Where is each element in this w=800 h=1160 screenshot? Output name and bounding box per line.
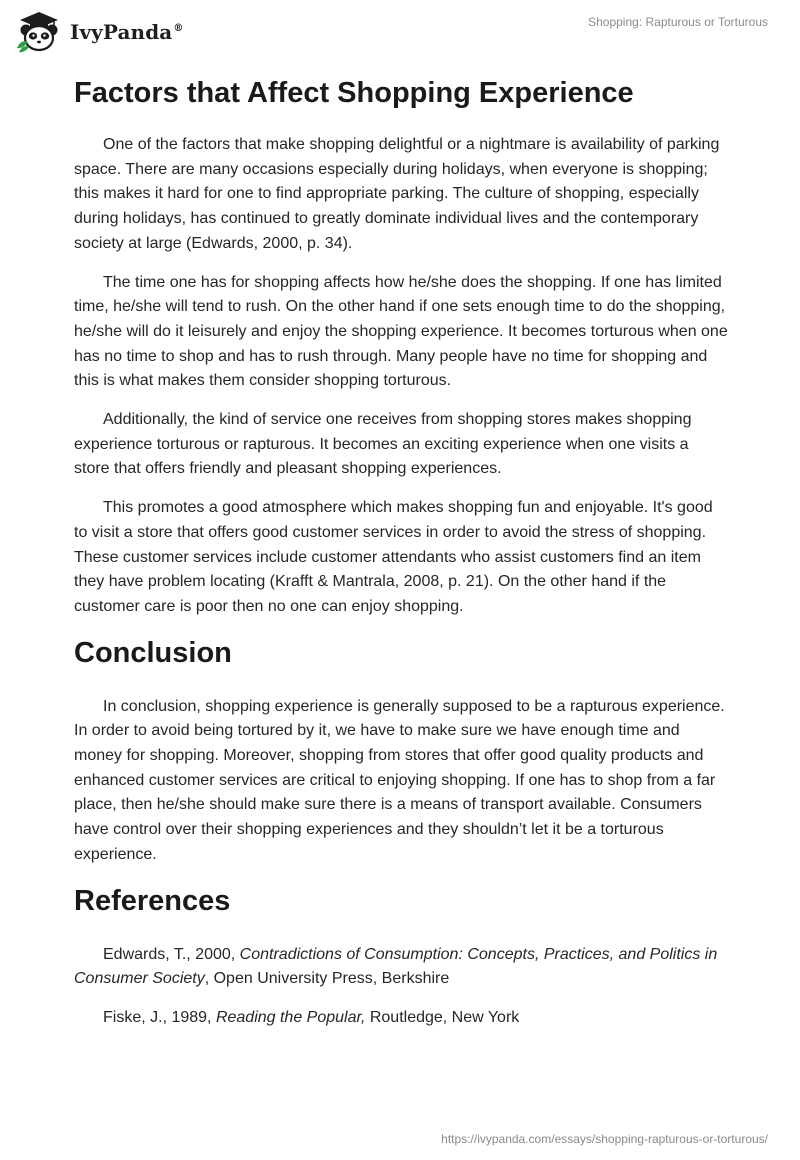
- reference-item: [74, 943, 728, 992]
- panda-graduate-icon: [14, 8, 64, 54]
- reference-title: Reading the Popular,: [215, 1008, 366, 1026]
- reference-title: Contradictions of Consumption: Concepts, Practices, and Politics in Consumer Society: [74, 945, 718, 988]
- reference-item: [74, 1006, 728, 1031]
- paragraph: This promotes a good atmosphere which makes shopping fun and enjoyable. It's good to visit a store that offers good customer services in order to avoid the stress of shopping. These customer services include customer attendants who assist customers find an item they have problem locating (Krafft & Mantrala, 2008, p. 21). On the other hand if the customer care is poor then no one can enjoy shopping.: [74, 499, 713, 615]
- reference-lead: Fiske, J., 1989,: [103, 1008, 216, 1026]
- reference-tail: , Open University Press, Berkshire: [204, 970, 450, 988]
- brand-name: IvyPanda®: [70, 20, 184, 44]
- heading-references: References: [74, 884, 231, 917]
- source-url[interactable]: https://ivypanda.com/essays/shopping-rapturous-or-torturous/: [441, 1132, 768, 1146]
- reference-tail: Routledge, New York: [365, 1008, 520, 1026]
- reference-lead: Edwards, T., 2000,: [103, 945, 240, 963]
- paragraph: Additionally, the kind of service one receives from shopping stores makes shopping experience torturous or rapturous. It becomes an exciting experience when one visits a store that offers friendly and pleasant shopping experiences.: [74, 411, 692, 478]
- paragraph: The time one has for shopping affects how he/she does the shopping. If one has limited time, he/she will tend to rush. On the other hand if one sets enough time to do the shopping, he/she will do it leisurely and enjoy the shopping experience. It becomes torturous when one has no time to shop and has to rush through. Many people have no time for shopping and this is what makes them consider shopping torturous.: [74, 273, 728, 390]
- paragraph: One of the factors that make shopping delightful or a nightmare is availability of parking space. There are many occasions especially during holidays, when everyone is shopping; this makes it hard for one to find appropriate parking. The culture of shopping, especially during holidays, has continued to greatly dominate individual lives and the contemporary society at large (Edwards, 2000, p. 34).: [74, 136, 720, 252]
- essay-content: [74, 72, 728, 1045]
- paragraph: In conclusion, shopping experience is generally supposed to be a rapturous experience. In order to avoid being tortured by it, we have to make sure we have enough time and money for shopping. Moreover, shopping from stores that offer good quality products and enhanced customer services are critical to enjoying shopping. If one has to shop from a far place, then he/she should make sure there is a means of transport available. Consumers have control over their shopping experiences and they shouldn’t let it be a torturous experience.: [74, 697, 725, 863]
- running-title: Shopping: Rapturous or Torturous: [588, 15, 768, 29]
- heading-factors: Factors that Affect Shopping Experience: [74, 77, 634, 109]
- brand-registered-mark: ®: [173, 23, 184, 35]
- brand-logo[interactable]: [14, 8, 183, 54]
- page-header: [0, 0, 800, 60]
- heading-conclusion: Conclusion: [74, 636, 232, 669]
